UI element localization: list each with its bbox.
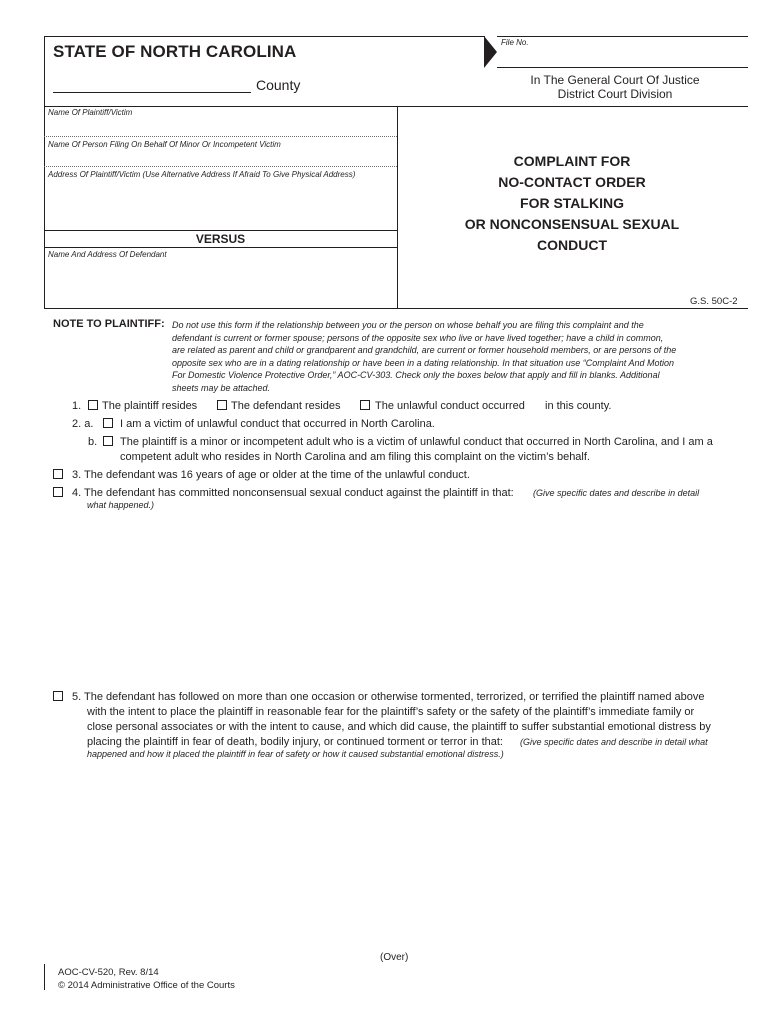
address-label: Address Of Plaintiff/Victim (Use Alternative Address If Afraid To Give Physical Address) (48, 170, 356, 179)
age-checkbox[interactable] (53, 469, 63, 479)
item-2b-line-1: The plaintiff is a minor or incompetent adult who is a victim of unlawful conduct that occurred in North Carolina, and I am a (120, 436, 713, 448)
title-line-4: OR NONCONSENSUAL SEXUAL (464, 216, 680, 232)
item-5-response-area[interactable] (87, 764, 737, 944)
item-5-line-4: placing the plaintiff in fear of death, bodily injury, or continued torment or terror in that: (87, 736, 503, 748)
conduct-occurred-label: The unlawful conduct occurred (375, 400, 525, 412)
plaintiff-resides-checkbox[interactable] (88, 400, 98, 410)
sexual-conduct-checkbox[interactable] (53, 487, 63, 497)
defendant-resides-checkbox[interactable] (217, 400, 227, 410)
state-heading: STATE OF NORTH CAROLINA (53, 42, 297, 61)
note-line-4: opposite sex who are in a dating relationship or have been in a dating relationship. In that situation use “Complaint And Motion (172, 357, 674, 368)
on-behalf-checkbox[interactable] (103, 436, 113, 446)
item-2a-number: 2. a. (72, 418, 94, 430)
item-5-line-3: close personal associates or with the intent to cause, and which did cause, the plaintiff to suffer substantial emotional distress by (87, 721, 711, 733)
file-arrow-icon (484, 36, 498, 68)
top-rule-left (44, 36, 485, 37)
address-field[interactable] (44, 230, 397, 231)
left-border (44, 36, 45, 308)
item-2b-number: b. (88, 436, 98, 448)
plaintiff-resides-label: The plaintiff resides (102, 400, 198, 412)
plaintiff-name-label: Name Of Plaintiff/Victim (48, 108, 133, 117)
item-2b-line-2: competent adult who resides in North Carolina and am filing this complaint on the victim’s behalf. (120, 451, 590, 463)
item-4-text: 4. The defendant has committed nonconsensual sexual conduct against the plaintiff in that: (72, 487, 514, 499)
note-line-1: Do not use this form if the relationship between you or the person on whose behalf you are filing this complaint and the (172, 320, 644, 330)
form-id: AOC-CV-520, Rev. 8/14 (58, 967, 159, 978)
footer-rule (44, 964, 45, 990)
copyright: © 2014 Administrative Office of the Courts (58, 980, 235, 991)
victim-checkbox[interactable] (103, 418, 113, 428)
conduct-occurred-checkbox[interactable] (360, 400, 370, 410)
note-line-3: are related as parent and child or grandparent and grandchild, are current or former household members, or are persons of the (172, 345, 677, 355)
item-3-text: 3. The defendant was 16 years of age or older at the time of the unlawful conduct. (72, 469, 470, 481)
item-4-instruction-2: what happened.) (87, 500, 155, 510)
defendant-label: Name And Address Of Defendant (48, 250, 167, 259)
defendant-resides-label: The defendant resides (231, 400, 341, 412)
title-line-1: COMPLAINT FOR (513, 153, 631, 169)
county-blank[interactable] (53, 92, 251, 93)
top-rule-right (497, 36, 748, 37)
file-no-line (497, 67, 748, 68)
over-label: (Over) (380, 952, 409, 963)
title-line-5: CONDUCT (537, 237, 607, 253)
item-4-response-area[interactable] (87, 514, 737, 684)
court-line-1: In The General Court Of Justice (530, 73, 700, 87)
title-line-2: NO-CONTACT ORDER (498, 174, 646, 190)
note-line-6: sheets may be attached. (172, 382, 271, 393)
statute-label: G.S. 50C-2 (690, 296, 738, 307)
county-label: County (256, 77, 301, 93)
fields-top-rule (44, 106, 748, 107)
item-2a-text: I am a victim of unlawful conduct that occurred in North Carolina. (120, 418, 435, 430)
filer-name-field[interactable] (44, 166, 397, 167)
note-line-5: For Domestic Violence Protective Order,” AOC-CV-303. Check only the boxes below that apply and fill in blanks. Additional (172, 370, 660, 380)
fields-divider (397, 106, 398, 308)
item-5-instruction-2: happened and how it placed the plaintiff in fear of safety or how it caused substantial emotional distress.) (87, 749, 504, 759)
item-5-instruction-1: (Give specific dates and describe in detail what (520, 737, 708, 747)
versus-rule (44, 247, 397, 248)
note-label: NOTE TO PLAINTIFF: (53, 318, 165, 330)
versus-label: VERSUS (195, 232, 246, 246)
item-1-number: 1. (72, 400, 82, 412)
title-line-3: FOR STALKING (520, 195, 624, 211)
item-1-tail: in this county. (545, 400, 612, 412)
item-5-line-1: 5. The defendant has followed on more than one occasion or otherwise tormented, terrorized, or terrified the plaintiff named above (72, 691, 705, 703)
item-5-line-2: with the intent to place the plaintiff in reasonable fear for the plaintiff’s safety or the safety of the plaintiff’s immediate family or (87, 706, 695, 718)
note-line-2: defendant is current or former spouse; persons of the opposite sex who live or have lived together; have a child in common, (172, 332, 664, 343)
file-no-label: File No. (501, 38, 529, 47)
stalking-checkbox[interactable] (53, 691, 63, 701)
court-line-2: District Court Division (557, 87, 673, 101)
filer-name-label: Name Of Person Filing On Behalf Of Minor Or Incompetent Victim (48, 140, 281, 149)
item-4-instruction-1: (Give specific dates and describe in detail (533, 488, 700, 498)
fields-bottom-rule (44, 308, 748, 309)
plaintiff-name-field[interactable] (44, 136, 397, 137)
